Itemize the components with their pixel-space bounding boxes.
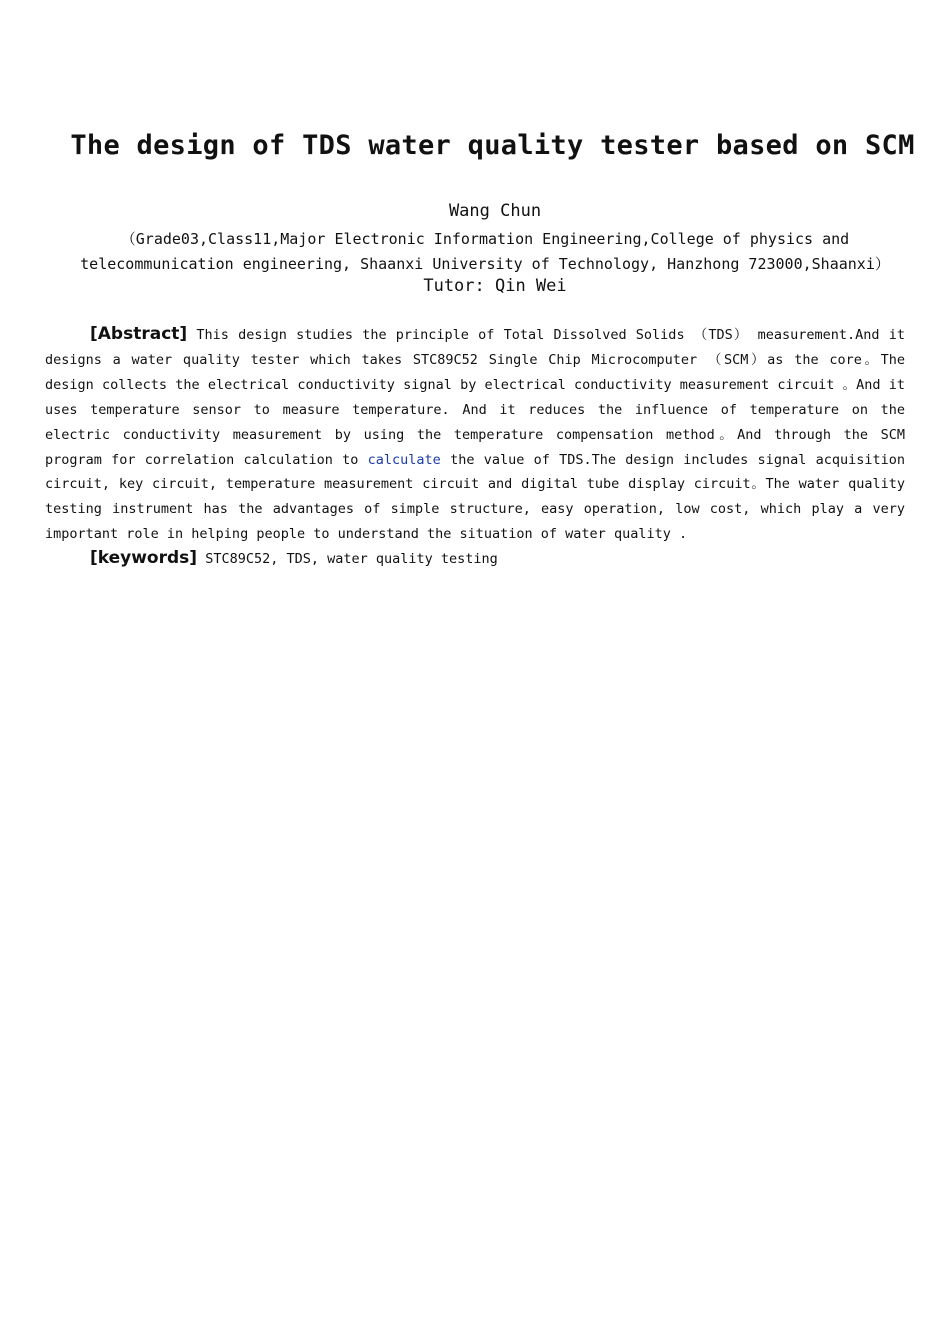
- abstract-paragraph: [45, 322, 905, 547]
- keywords-line: [90, 548, 498, 568]
- keywords-label: [keywords]: [90, 548, 198, 568]
- author-name: Wang Chun: [448, 201, 542, 221]
- abstract-text-part1: This design studies the principle of Total Dissolved Solids （TDS） measurement.And it designs a water quality tester which takes STC89C52 Single Chip Microcomputer （SCM）as the core。The design collects the electrical conductivity signal by electrical conductivity measurement circuit 。And it uses temperature sensor to measure temperature. And it reduces the influence of temperature on the electric conductivity measurement by using the temperature compensation method。And through the SCM program for correlation calculation to: [45, 327, 905, 468]
- abstract-label: [Abstract]: [90, 324, 188, 344]
- affiliation-line-2: telecommunication engineering, Shaanxi University of Technology, Hanzhong 723000,Shaanxi）: [80, 255, 890, 273]
- keywords-text: STC89C52, TDS, water quality testing: [205, 551, 498, 567]
- abstract-text-part2: the value of TDS.The design includes signal acquisition circuit, key circuit, temperature measurement circuit and digital tube display circuit。The water quality testing instrument has the advantages of simple structure, easy operation, low cost, which play a very important role in helping people to understand the situation of water quality .: [45, 451, 905, 543]
- calculate-link[interactable]: calculate: [367, 451, 441, 468]
- affiliation-line-1: （Grade03,Class11,Major Electronic Information Engineering,College of physics and: [120, 230, 850, 248]
- tutor-name: Tutor: Qin Wei: [423, 276, 567, 296]
- paper-title: The design of TDS water quality tester based on SCM: [70, 130, 915, 161]
